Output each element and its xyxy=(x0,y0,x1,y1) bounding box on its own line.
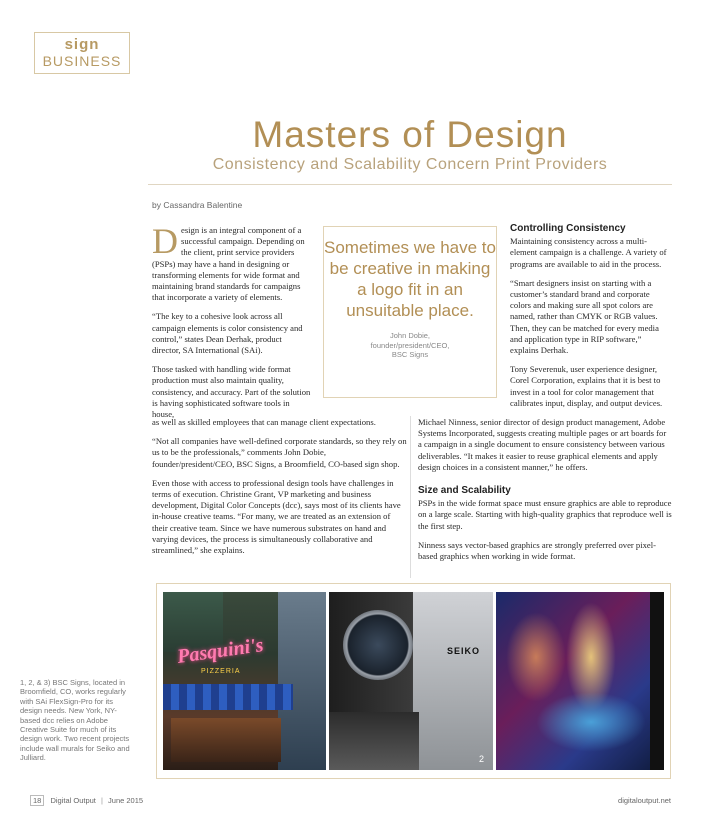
wide-right-p2: PSPs in the wide format space must ensure graphics are able to reproduce on a large scale. Starting with high-quality graphics that reproduce well is the first step. xyxy=(418,498,672,531)
photo-2-watch-icon xyxy=(343,610,413,680)
col1-p1-text: esign is an integral component of a successful campaign. Depending on the client, print service providers (PSPs) may have a hand in designing or transforming elements for wide format and maintaining brand standards for campaigns that incorporate a variety of elements. xyxy=(152,225,305,303)
photo-2-seiko xyxy=(329,592,493,770)
photo-2-door xyxy=(413,592,493,770)
photo-2-floor xyxy=(329,712,419,770)
col1-paragraph-1 xyxy=(152,221,312,303)
col3-paragraph-2: “Smart designers insist on starting with a customer’s standard brand and corporate colors and making sure all spot colors are named, rather than CMYK or RGB values. Then, they can be matched for every media and application type in RIP software,” explains Derhak. xyxy=(510,277,659,356)
wide-right-text xyxy=(418,417,672,570)
byline: by Cassandra Balentine xyxy=(152,200,243,210)
pull-quote-text: Sometimes we have to be creative in making a logo fit in an unsuitable place. xyxy=(324,238,496,320)
photo-1-neon-sub: PIZZERIA xyxy=(201,668,241,675)
wide-right-p1: Michael Ninness, senior director of design product management, Adobe Systems Incorporated, suggests creating multiple pages or art boards for a campaign in a single document to ensure consistency between various deliverables. “It makes it easier to reuse graphical elements and apply design choices in a consistent manner,” he offers. xyxy=(418,417,667,472)
photo-3-edge xyxy=(650,592,664,770)
section-tag-line2: BUSINESS xyxy=(42,53,122,69)
title-rule xyxy=(148,184,672,185)
photo-2-number: 2 xyxy=(479,754,485,764)
heading-controlling-consistency: Controlling Consistency xyxy=(510,223,626,234)
pull-quote-title: founder/president/CEO, xyxy=(370,340,450,350)
column-divider xyxy=(410,416,411,578)
wide-left-p4: “Not all companies have well-defined corporate standards, so they rely on us to be the professionals,” comments John Dobie, founder/president/CEO, BSC Signs, a Broomfield, CO-based sign shop. xyxy=(152,436,407,469)
wide-right-p3: Ninness says vector-based graphics are strongly preferred over pixel-based graphics when working in wide format. xyxy=(418,539,656,562)
photo-strip xyxy=(156,583,671,779)
photo-2-brand: SEIKO xyxy=(447,646,481,656)
photo-caption: 1, 2, & 3) BSC Signs, located in Broomfield, CO, works regularly with SAi FlexSign-Pro for its design needs. New York, NY-based dcc relies on Adobe Creative Suite for much of its design work. Two recent projects include wall murals for Seiko and Julliard. xyxy=(20,678,130,763)
pull-quote-name: John Dobie, xyxy=(389,331,431,340)
wide-left-text xyxy=(152,417,407,564)
pull-quote-company: BSC Signs xyxy=(391,350,429,359)
photo-1-building xyxy=(278,592,326,770)
photo-3-figure-3 xyxy=(536,692,646,752)
column-1 xyxy=(152,221,312,420)
pull-quote-attribution xyxy=(324,331,496,360)
issue-date: June 2015 xyxy=(108,796,144,805)
col3-paragraph-1: Maintaining consistency across a multi-element campaign is a challenge. A variety of programs are available to aid in the process. xyxy=(510,236,667,269)
photo-3-figure-1 xyxy=(506,612,566,702)
heading-size-scalability: Size and Scalability xyxy=(418,485,511,497)
col3-paragraph-3: Tony Severenuk, user experience designer, Corel Corporation, explains that it is best to invest in a tool for color management that calibrates input, display, and output devices. xyxy=(510,364,663,408)
photo-1-awning xyxy=(163,684,293,710)
photo-1-storefront xyxy=(171,718,281,762)
wide-left-p3-cont: as well as skilled employees that can manage client expectations. xyxy=(152,417,376,427)
magazine-name: Digital Output xyxy=(50,796,96,805)
section-tag xyxy=(34,32,130,74)
photo-1-pasquinis xyxy=(163,592,326,770)
photo-3-mural xyxy=(496,592,664,770)
footer-left: 18 Digital Output | June 2015 xyxy=(30,796,143,805)
col1-paragraph-3: Those tasked with handling wide format production must also maintain quality, consistency, and accuracy. Part of the solution is having sophisticated software tools in house, xyxy=(152,364,311,420)
drop-cap: D xyxy=(152,221,178,261)
section-tag-line1: sign xyxy=(64,36,100,53)
footer-url: digitaloutput.net xyxy=(618,796,671,805)
pull-quote xyxy=(323,226,497,398)
column-3 xyxy=(510,223,672,417)
wide-left-p5: Even those with access to professional design tools have challenges in terms of execution. Christine Grant, VP marketing and business development, Digital Color Concepts (dcc), says most of its clients have in-house creative teams. “For many, we are treated as an extension of their creative team. Since we have numerous substrates on hand and varying devices, the process is simultaneously collaborative and streamlined,” she explains. xyxy=(152,477,401,556)
photo-1-neon-sign: Pasquini's xyxy=(175,634,265,668)
article-subtitle: Consistency and Scalability Concern Print Providers xyxy=(212,156,608,173)
article-title: Masters of Design xyxy=(252,114,568,155)
page-number: 18 xyxy=(30,795,44,806)
col1-paragraph-2: “The key to a cohesive look across all campaign elements is color consistency and control,” states Dean Derhak, product director, SA International (SAi). xyxy=(152,311,303,356)
